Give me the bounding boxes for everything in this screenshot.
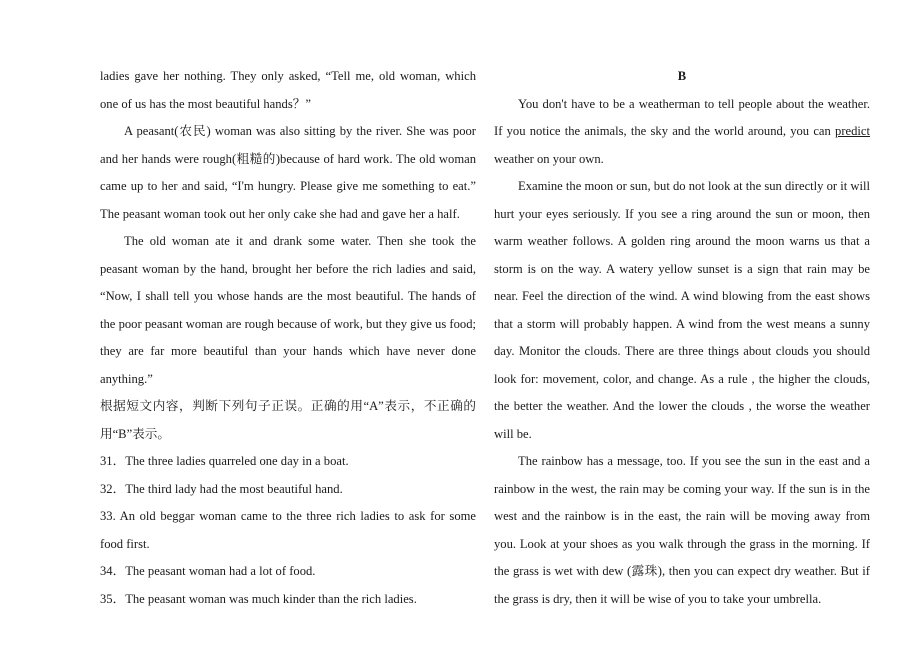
question-35: 35．The peasant woman was much kinder than the rich ladies. xyxy=(100,591,417,606)
question-32: 32．The third lady had the most beautiful hand. xyxy=(100,481,343,496)
question-33: 33. An old beggar woman came to the three rich ladies to ask for some food first. xyxy=(100,509,476,551)
right-column xyxy=(494,63,870,613)
question-31: 31．The three ladies quarreled one day in a boat. xyxy=(100,454,349,468)
question-34: 34．The peasant woman had a lot of food. xyxy=(100,564,316,578)
instruction-text: 根据短文内容，判断下列句子正误。正确的用“A”表示，不正确的用“B”表示。 xyxy=(100,399,476,441)
p1-text-before: You don't have to be a weatherman to tell people about the weather. If you notice the animals, the sky and the world around, you can xyxy=(494,96,870,138)
passage-b-paragraph-2: Examine the moon or sun, but do not look at the sun directly or it will hurt your eyes seriously. If you see a ring around the sun or moon, then warm weather follows. A golden ring around the moon warns us that a storm is on the way. A watery yellow sunset is a sign that rain may be near. Feel the direction of the wind. A wind blowing from the east shows that a storm will probably happen. A wind from the west means a sunny day. Monitor the clouds. There are three things about clouds you should look for: movement, color, and change. As a rule , the higher the clouds, the better the weather. And the lower the clouds , the worse the weather will be. xyxy=(494,179,870,441)
section-heading: B xyxy=(677,69,687,83)
left-column xyxy=(100,63,476,613)
passage-b-paragraph-3: The rainbow has a message, too. If you see the sun in the east and a rainbow in the west, the rain may be coming your way. If the sun is in the west and the rainbow is in the east, the rain will be moving away from you. Look at your shoes as you walk through the grass in the morning. If the grass is wet with dew (露珠), then you can expect dry weather. But if the grass is dry, then it will be wise of you to take your umbrella. xyxy=(494,454,870,606)
p1-text-after: weather on your own. xyxy=(494,151,604,166)
story-paragraph-2: A peasant(农民) woman was also sitting by the river. She was poor and her hands were rough(粗糙的)because of hard work. The old woman came up to her and said, “I'm hungry. Please give me something to eat.” The peasant woman took out her only cake she had and gave her a half. xyxy=(100,124,476,221)
passage-b-paragraph-1 xyxy=(494,91,870,174)
story-paragraph-3: The old woman ate it and drank some water. Then she took the peasant woman by the hand, brought her before the rich ladies and said, “Now, I shall tell you whose hands are the most beautiful. The hands of the poor peasant woman are rough because of work, but they give us food; they are far more beautiful than your hands which have never done anything.” xyxy=(100,234,476,386)
story-paragraph-1: ladies gave her nothing. They only asked, “Tell me, old woman, which one of us has the most beautiful hands？” xyxy=(100,69,476,111)
predict-underlined-word: predict xyxy=(835,124,870,138)
